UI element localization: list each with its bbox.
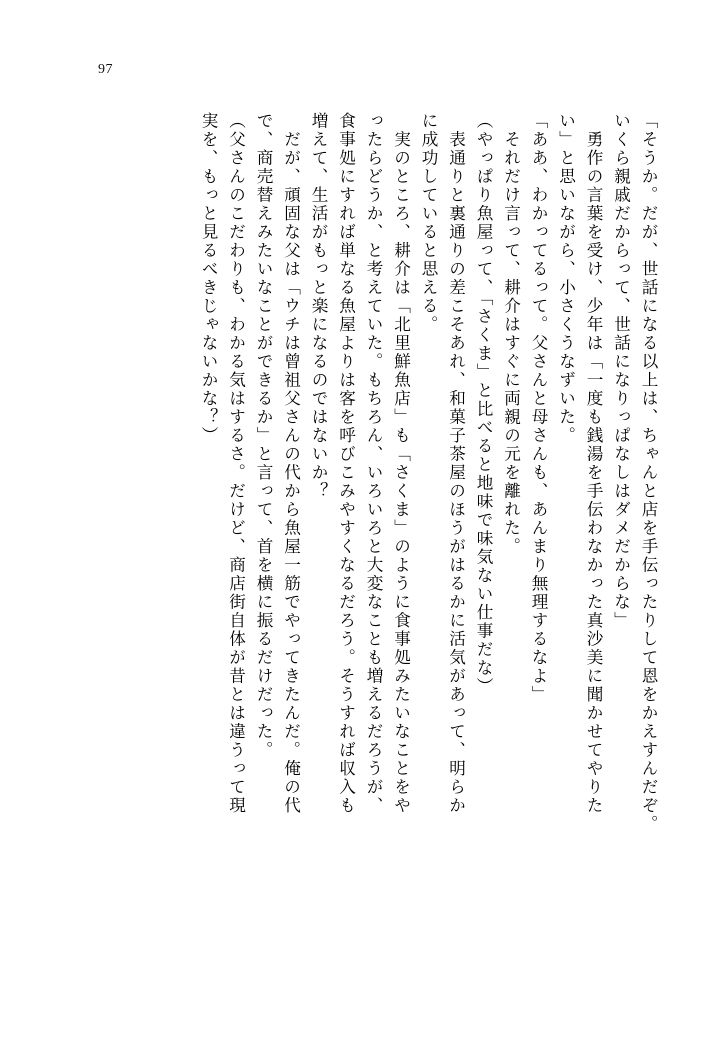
page-number: 97 bbox=[98, 62, 113, 77]
text-line: ったらどうか、と考えていた。もちろん、いろいろと大変なことも増えるだろうが、 bbox=[364, 112, 383, 815]
text-line: いくら親戚だからって、世話になりっぱなしはダメだからな」 bbox=[611, 112, 631, 630]
text-line: 増えて、生活がもっと楽になるのではないか？ bbox=[309, 112, 328, 501]
text-line: で、商売替えみたいなことができるか」と言って、首を横に振るだけだった。 bbox=[254, 112, 273, 760]
text-line: だが、頑固な父は「ウチは曾祖父さんの代から魚屋一筋でやってきたんだ。俺の代 bbox=[281, 112, 301, 815]
text-line: 表通りと裏通りの差こそあれ、和菓子茶屋のほうがはるかに活気があって、明らか bbox=[446, 112, 466, 815]
vertical-text-body bbox=[60, 112, 656, 992]
text-line: 実を、もっと見るべきじゃないかな？） bbox=[199, 112, 218, 445]
text-line: 「そうか。だが、世話になる以上は、ちゃんと店を手伝ったりして恩をかえすんだぞ。 bbox=[639, 112, 658, 834]
text-line: 食事処にすれば単なる魚屋よりは客を呼びこみやすくなるだろう。そうすれば収入も bbox=[336, 112, 356, 815]
text-line: （父さんのこだわりも、わかる気はするさ。だけど、商店街自体が昔とは違うって現 bbox=[226, 112, 246, 815]
text-line: に成功していると思える。 bbox=[419, 112, 438, 334]
text-line: 実のところ、耕介は「北里鮮魚店」も「さくま」のように食事処みたいなことをや bbox=[391, 112, 411, 815]
text-line: い」と思いながら、小さくうなずいた。 bbox=[556, 112, 576, 445]
text-line: それだけ言って、耕介はすぐに両親の元を離れた。 bbox=[501, 112, 521, 556]
text-line: （やっぱり魚屋って、「さくま」と比べると地味で味気ない仕事だな） bbox=[474, 112, 493, 696]
text-line: 勇作の言葉を受け、少年は「一度も銭湯を手伝わなかった真沙美に聞かせてやりた bbox=[584, 112, 603, 815]
text-line: 「ああ、わかってるって。父さんと母さんも、あんまり無理するなよ」 bbox=[529, 112, 548, 704]
